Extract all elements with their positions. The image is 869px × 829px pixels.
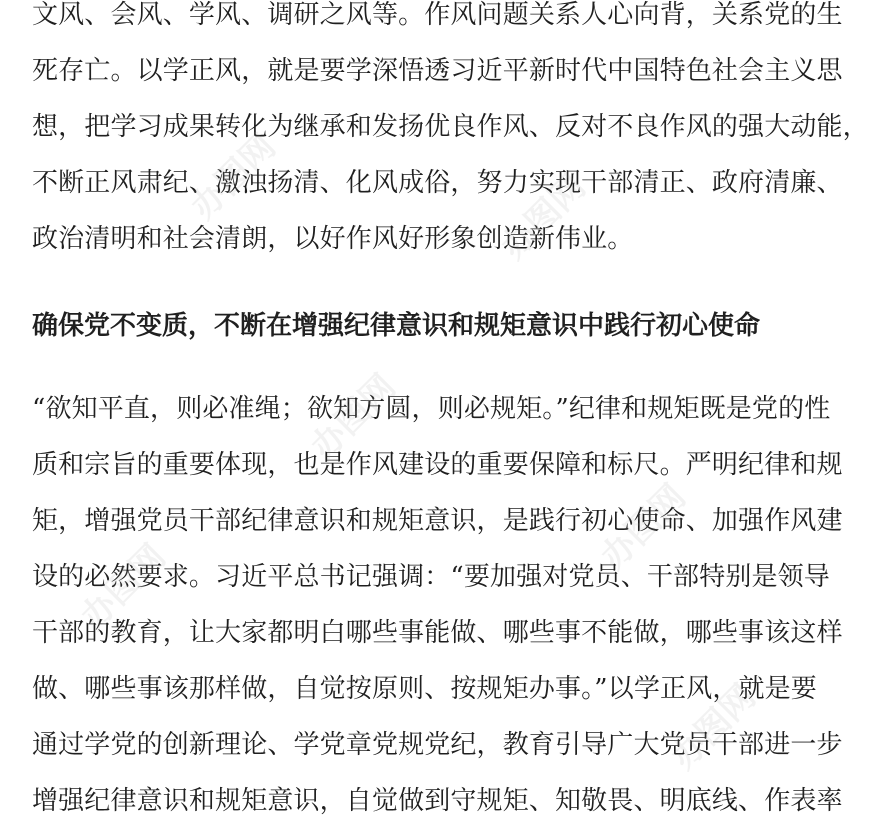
paragraph-2 (32, 381, 843, 829)
paragraph-line: 质和宗旨的重要体现，也是作风建设的重要保障和标尺。严明纪律和规 (32, 450, 843, 480)
paragraph-line: 文风、会风、学风、调研之风等。作风问题关系人心向背，关系党的生 (32, 0, 843, 30)
section-heading: 确保党不变质，不断在增强纪律意识和规矩意识中践行初心使命 (32, 311, 761, 341)
paragraph-line: 政治清明和社会清朗，以好作风好形象创造新伟业。 (32, 224, 634, 254)
paragraph-1 (32, 0, 869, 267)
watermark: 办图网 (73, 536, 174, 638)
paragraph-line: 增强纪律意识和规矩意识，自觉做到守规矩、知敬畏、明底线、作表率 (32, 786, 843, 816)
watermark: 办图网 (663, 676, 764, 778)
paragraph-line: 干部的教育，让大家都明白哪些事能做、哪些事不能做，哪些事该这样 (32, 618, 843, 648)
paragraph-line: 想，把学习成果转化为继承和发扬优良作风、反对不良作风的强大动能， (32, 112, 869, 142)
paragraph-line: 矩，增强党员干部纪律意识和规矩意识，是践行初心使命、加强作风建 (32, 506, 843, 536)
watermark: 办图网 (593, 476, 694, 578)
paragraph-line: 设的必然要求。习近平总书记强调：“要加强对党员、干部特别是领导 (32, 562, 830, 592)
paragraph-line: 通过学党的创新理论、学党章党规党纪，教育引导广大党员干部进一步 (32, 730, 843, 760)
watermark: 办图网 (183, 126, 284, 228)
watermark: 办图网 (303, 366, 404, 468)
paragraph-line: “欲知平直，则必准绳；欲知方圆，则必规矩。”纪律和规矩既是党的性 (32, 394, 831, 424)
watermark: 办图网 (493, 166, 594, 268)
paragraph-line: 不断正风肃纪、激浊扬清、化风成俗，努力实现干部清正、政府清廉、 (32, 168, 843, 198)
paragraph-line: 死存亡。以学正风，就是要学深悟透习近平新时代中国特色社会主义思 (32, 56, 843, 86)
paragraph-line: 做、哪些事该那样做，自觉按原则、按规矩办事。”以学正风，就是要 (32, 674, 817, 704)
